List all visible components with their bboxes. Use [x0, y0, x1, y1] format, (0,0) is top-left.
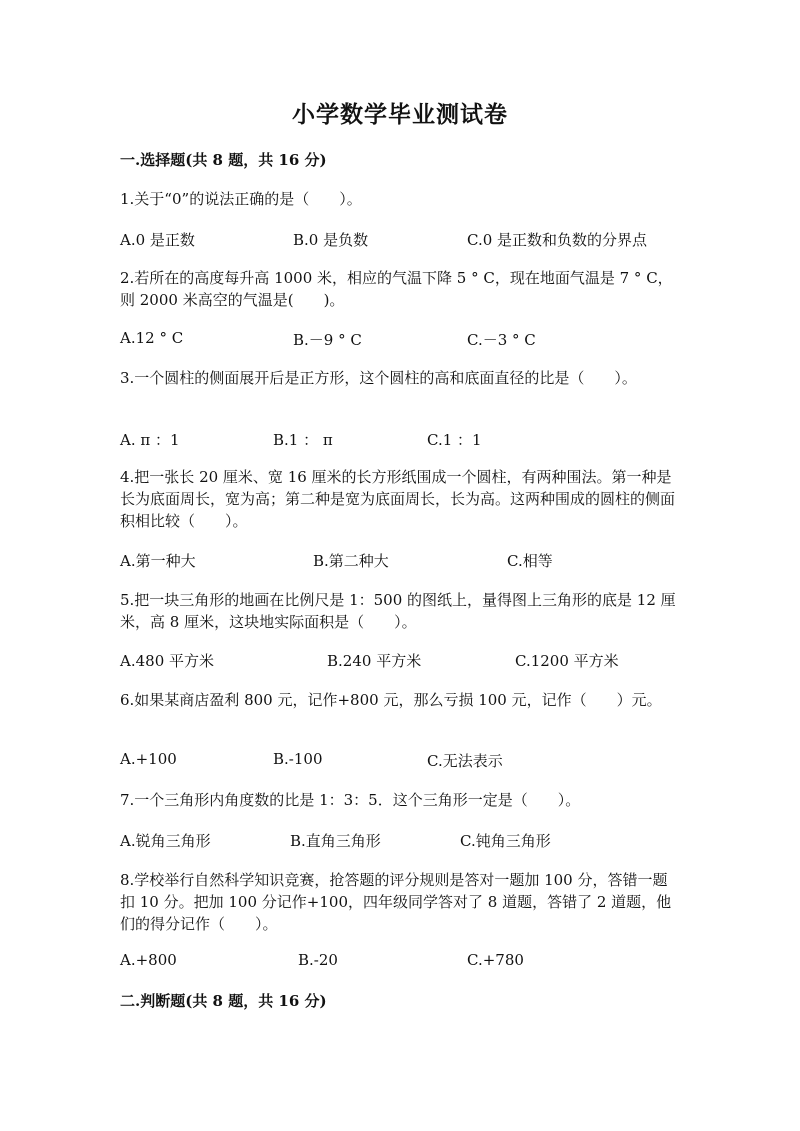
- question-4-option-c: C.相等: [507, 552, 553, 570]
- question-5-option-a: A.480 平方米: [120, 652, 214, 670]
- question-5-option-b: B.240 平方米: [327, 652, 422, 670]
- question-8-option-a: A.+800: [120, 951, 177, 969]
- question-4-option-b: B.第二种大: [313, 552, 389, 570]
- question-8-option-c: C.+780: [467, 951, 524, 969]
- question-4-text: 4.把一张长 20 厘米、宽 16 厘米的长方形纸围成一个圆柱，有两种围法。第一种是长为底面周长，宽为高；第二种是宽为底面周长，长为高。这两种围成的圆柱的侧面积相比较（ ）。: [120, 468, 676, 530]
- question-6-text: 6.如果某商店盈利 800 元，记作+800 元，那么亏损 100 元，记作（ ）元。: [120, 691, 662, 709]
- question-3-option-b: B.1 ： π: [273, 431, 333, 449]
- question-8-option-b: B.-20: [298, 951, 338, 969]
- question-2-option-b: B.－9 ° C: [293, 331, 362, 349]
- question-1-option-b: B.0 是负数: [293, 231, 369, 249]
- question-7-option-a: A.锐角三角形: [120, 832, 211, 850]
- question-2-option-a: A.12 ° C: [120, 329, 184, 347]
- question-5-text: 5.把一块三角形的地画在比例尺是 1：500 的图纸上，量得图上三角形的底是 12 厘米，高 8 厘米，这块地实际面积是（ ）。: [120, 591, 676, 631]
- question-1-option-a: A.0 是正数: [120, 231, 195, 249]
- question-5-option-c: C.1200 平方米: [515, 652, 619, 670]
- question-3-text: 3.一个圆柱的侧面展开后是正方形，这个圆柱的高和底面直径的比是（ ）。: [120, 369, 637, 387]
- question-7-text: 7.一个三角形内角度数的比是 1：3：5．这个三角形一定是（ ）。: [120, 791, 581, 809]
- question-6-option-a: A.+100: [120, 750, 177, 768]
- question-3-option-c: C.1 ：1: [427, 431, 482, 449]
- section-heading-choice: 一.选择题(共 8 题，共 16 分): [120, 151, 327, 169]
- question-4-option-a: A.第一种大: [120, 552, 196, 570]
- question-3-option-a: A. π ：1: [120, 431, 180, 449]
- question-6-option-b: B.-100: [273, 750, 323, 768]
- section-heading-judgement: 二.判断题(共 8 题，共 16 分): [120, 992, 327, 1010]
- question-1-option-c: C.0 是正数和负数的分界点: [467, 231, 648, 249]
- question-1-text: 1.关于“0”的说法正确的是（ ）。: [120, 190, 362, 208]
- question-8-text: 8.学校举行自然科学知识竞赛，抢答题的评分规则是答对一题加 100 分，答错一题扣 10 分。把加 100 分记作+100，四年级同学答对了 8 道题，答错了 2 道题，他们的得分记作（ ）。: [120, 871, 672, 933]
- question-6-option-c: C.无法表示: [427, 752, 503, 770]
- question-7-option-b: B.直角三角形: [290, 832, 381, 850]
- question-2-text: 2.若所在的高度每升高 1000 米，相应的气温下降 5 ° C，现在地面气温是 7 ° C，则 2000 米高空的气温是( )。: [120, 269, 673, 309]
- page-title: 小学数学毕业测试卷: [292, 101, 508, 128]
- question-7-option-c: C.钝角三角形: [460, 832, 551, 850]
- question-2-option-c: C.－3 ° C: [467, 331, 536, 349]
